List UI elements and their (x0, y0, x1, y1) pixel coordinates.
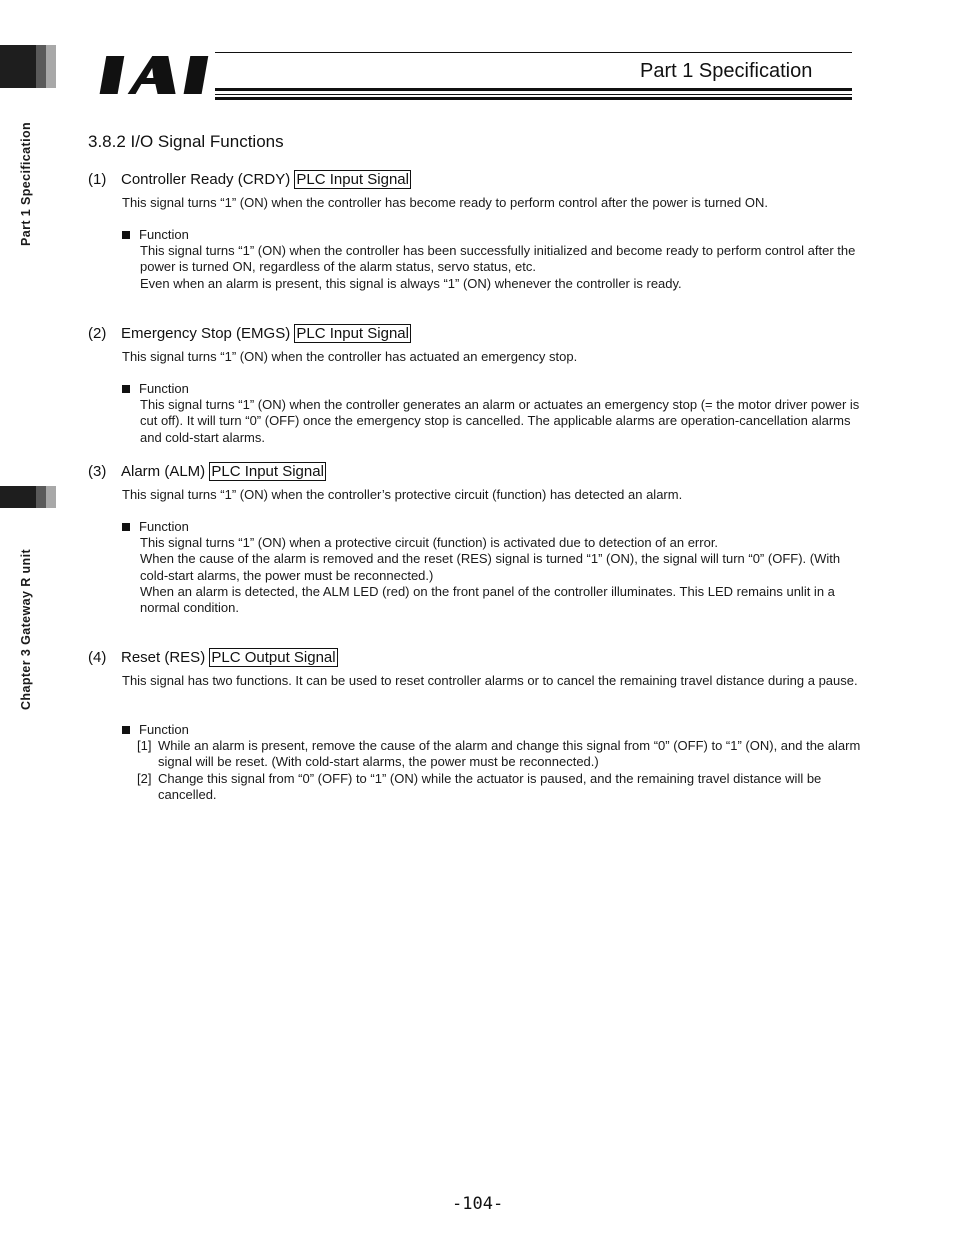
item-number: (2) (88, 325, 107, 342)
item-3-heading (88, 463, 326, 480)
side-part-label: Part 1 Specification (19, 121, 33, 246)
item-title: Reset (RES) (121, 649, 206, 666)
item-number: (4) (88, 649, 107, 666)
list-marker: [2] (137, 770, 152, 786)
list-marker: [1] (137, 738, 152, 753)
item-4-description: This signal has two functions. It can be used to reset controller alarms or to cancel the remaining travel distance during a pause. (122, 673, 858, 688)
section-title: 3.8.2 I/O Signal Functions (88, 132, 284, 151)
part-tab-light (46, 45, 56, 88)
list-item (137, 771, 870, 804)
function-paragraph: When the cause of the alarm is removed and the reset (RES) signal is turned “1” (ON), the signal will turn “0” (OFF). (With cold-start alarms, the power must be reconnected.) (140, 551, 841, 583)
item-1-description: This signal turns “1” (ON) when the controller has become ready to perform control after the power is turned ON. (122, 195, 768, 210)
square-bullet-icon (122, 385, 130, 393)
header-rule-2 (215, 94, 852, 95)
signal-type-box: PLC Input Signal (296, 325, 409, 342)
item-1-heading (88, 171, 411, 188)
signal-type-box: PLC Input Signal (296, 171, 409, 188)
part-title: Part 1 Specification (640, 60, 813, 82)
item-4-function-label: Function (122, 722, 189, 737)
item-2-function-label: Function (122, 381, 189, 396)
item-title: Controller Ready (CRDY) (121, 171, 291, 188)
chapter-tab-light (46, 486, 56, 508)
item-4-function-list (137, 738, 870, 803)
item-1-function-label: Function (122, 227, 189, 242)
item-2-heading (88, 325, 411, 342)
list-text: Change this signal from “0” (OFF) to “1” (ON) while the actuator is paused, and the remaining travel distance will be cancelled. (158, 770, 822, 802)
function-paragraph: This signal turns “1” (ON) when a protective circuit (function) is activated due to detection of an error. (140, 535, 719, 550)
side-chapter-label: Chapter 3 Gateway R unit (19, 548, 33, 710)
item-1-function-text (140, 243, 870, 292)
item-number: (1) (88, 171, 107, 188)
iai-logo (95, 52, 213, 98)
part-tab-mid (36, 45, 46, 88)
list-item (137, 738, 870, 771)
list-text: While an alarm is present, remove the cause of the alarm and change this signal from “0” (OFF) to “1” (ON), and the alarm signal will be reset. (With cold-start alarms, the power must be reconnected.) (158, 738, 861, 770)
header-rule-3 (215, 97, 852, 100)
header-top-line (215, 52, 852, 53)
item-title: Alarm (ALM) (121, 463, 206, 480)
chapter-tab-dark (0, 486, 36, 508)
function-paragraph: This signal turns “1” (ON) when the controller generates an alarm or actuates an emergency stop (= the motor driver power is cut off). It will turn “0” (OFF) once the emergency stop is cancelled. The applicable alarms are operation-cancellation alarms and cold-start alarms. (140, 397, 860, 445)
page-number: -104- (452, 1194, 504, 1214)
function-paragraph: This signal turns “1” (ON) when the controller has been successfully initialized and become ready to perform control after the power is turned ON, regardless of the alarm status, servo status, etc. (140, 243, 856, 275)
signal-type-box: PLC Input Signal (211, 463, 324, 480)
item-2-function-text (140, 397, 870, 446)
item-number: (3) (88, 463, 107, 480)
item-4-heading (88, 649, 338, 666)
square-bullet-icon (122, 523, 130, 531)
item-3-description: This signal turns “1” (ON) when the controller’s protective circuit (function) has detected an alarm. (122, 487, 683, 502)
chapter-tab-mid (36, 486, 46, 508)
part-tab-dark (0, 45, 36, 88)
function-paragraph: When an alarm is detected, the ALM LED (red) on the front panel of the controller illuminates. This LED remains unlit in a normal condition. (140, 583, 835, 616)
square-bullet-icon (122, 726, 130, 734)
item-3-function-label: Function (122, 519, 189, 534)
header-rule-1 (215, 88, 852, 91)
item-2-description: This signal turns “1” (ON) when the controller has actuated an emergency stop. (122, 349, 578, 364)
signal-type-box: PLC Output Signal (211, 649, 336, 666)
square-bullet-icon (122, 231, 130, 239)
function-paragraph: Even when an alarm is present, this signal is always “1” (ON) whenever the controller is ready. (140, 275, 682, 291)
item-3-function-text (140, 535, 870, 616)
item-title: Emergency Stop (EMGS) (121, 325, 291, 342)
